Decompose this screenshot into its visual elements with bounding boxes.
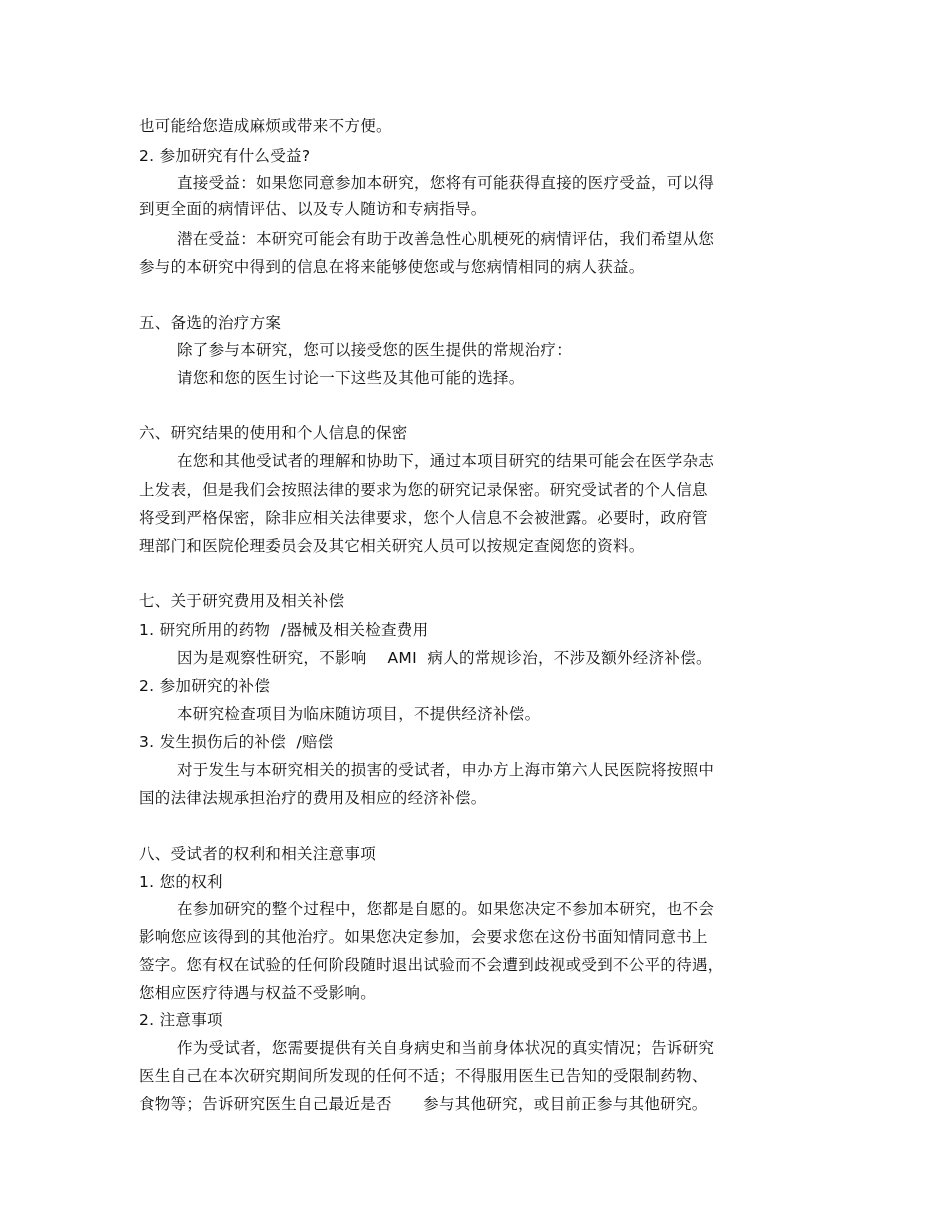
text-line: 签字。您有权在试验的任何阶段随时退出试验而不会遭到歧视或受到不公平的待遇， [139,956,724,974]
subsection-heading: 2. 参加研究有什么受益? [139,147,311,165]
text-line: 将受到严格保密，除非应相关法律要求，您个人信息不会被泄露。必要时，政府管 [139,509,708,527]
subsection-heading: 2. 注意事项 [139,1011,223,1029]
section-heading: 五、备选的治疗方案 [139,314,282,332]
subsection-heading: 1. 您的权利 [139,873,223,891]
section-heading: 六、研究结果的使用和个人信息的保密 [139,424,408,442]
subsection-heading: 2. 参加研究的补偿 [139,677,271,695]
text-line: 食物等；告诉研究医生自己最近是否 参与其他研究，或目前正参与其他研究。 [139,1095,708,1113]
text-line: 在您和其他受试者的理解和协助下，通过本项目研究的结果可能会在医学杂志 [177,452,715,470]
text-line: 对于发生与本研究相关的损害的受试者，申办方上海市第六人民医院将按照中 [177,761,715,779]
text-line: 除了参与本研究，您可以接受您的医生提供的常规治疗： [177,341,573,359]
text-line: 参与的本研究中得到的信息在将来能够使您或与您病情相同的病人获益。 [139,258,645,276]
text-line: 请您和您的医生讨论一下这些及其他可能的选择。 [177,369,525,387]
text-line: 潜在受益：本研究可能会有助于改善急性心肌梗死的病情评估，我们希望从您 [177,230,715,248]
text-line: 在参加研究的整个过程中，您都是自愿的。如果您决定不参加本研究，也不会 [177,900,715,918]
text-line: 您相应医疗待遇与权益不受影响。 [139,984,377,1002]
subsection-heading: 3. 发生损伤后的补偿 /赔偿 [139,733,334,751]
text-line: 影响您应该得到的其他治疗。如果您决定参加，会要求您在这份书面知情同意书上 [139,928,708,946]
section-heading: 八、受试者的权利和相关注意事项 [139,845,377,863]
text-line: 上发表，但是我们会按照法律的要求为您的研究记录保密。研究受试者的个人信息 [139,481,708,499]
text-line: 也可能给您造成麻烦或带来不方便。 [139,117,392,135]
text-line: 作为受试者，您需要提供有关自身病史和当前身体状况的真实情况；告诉研究 [177,1039,715,1057]
text-line: 直接受益：如果您同意参加本研究，您将有可能获得直接的医疗受益，可以得 [177,174,715,192]
text-line: 医生自己在本次研究期间所发现的任何不适；不得服用医生已告知的受限制药物、 [139,1067,708,1085]
section-heading: 七、关于研究费用及相关补偿 [139,592,345,610]
text-line: 到更全面的病情评估、以及专人随访和专病指导。 [139,200,487,218]
subsection-heading: 1. 研究所用的药物 /器械及相关检查费用 [139,621,429,639]
text-line: 国的法律法规承担治疗的费用及相应的经济补偿。 [139,789,487,807]
text-line: 本研究检查项目为临床随访项目，不提供经济补偿。 [177,705,541,723]
text-line: 理部门和医院伦理委员会及其它相关研究人员可以按规定查阅您的资料。 [139,537,645,555]
text-line: 因为是观察性研究，不影响 AMI 病人的常规诊治，不涉及额外经济补偿。 [177,649,712,667]
